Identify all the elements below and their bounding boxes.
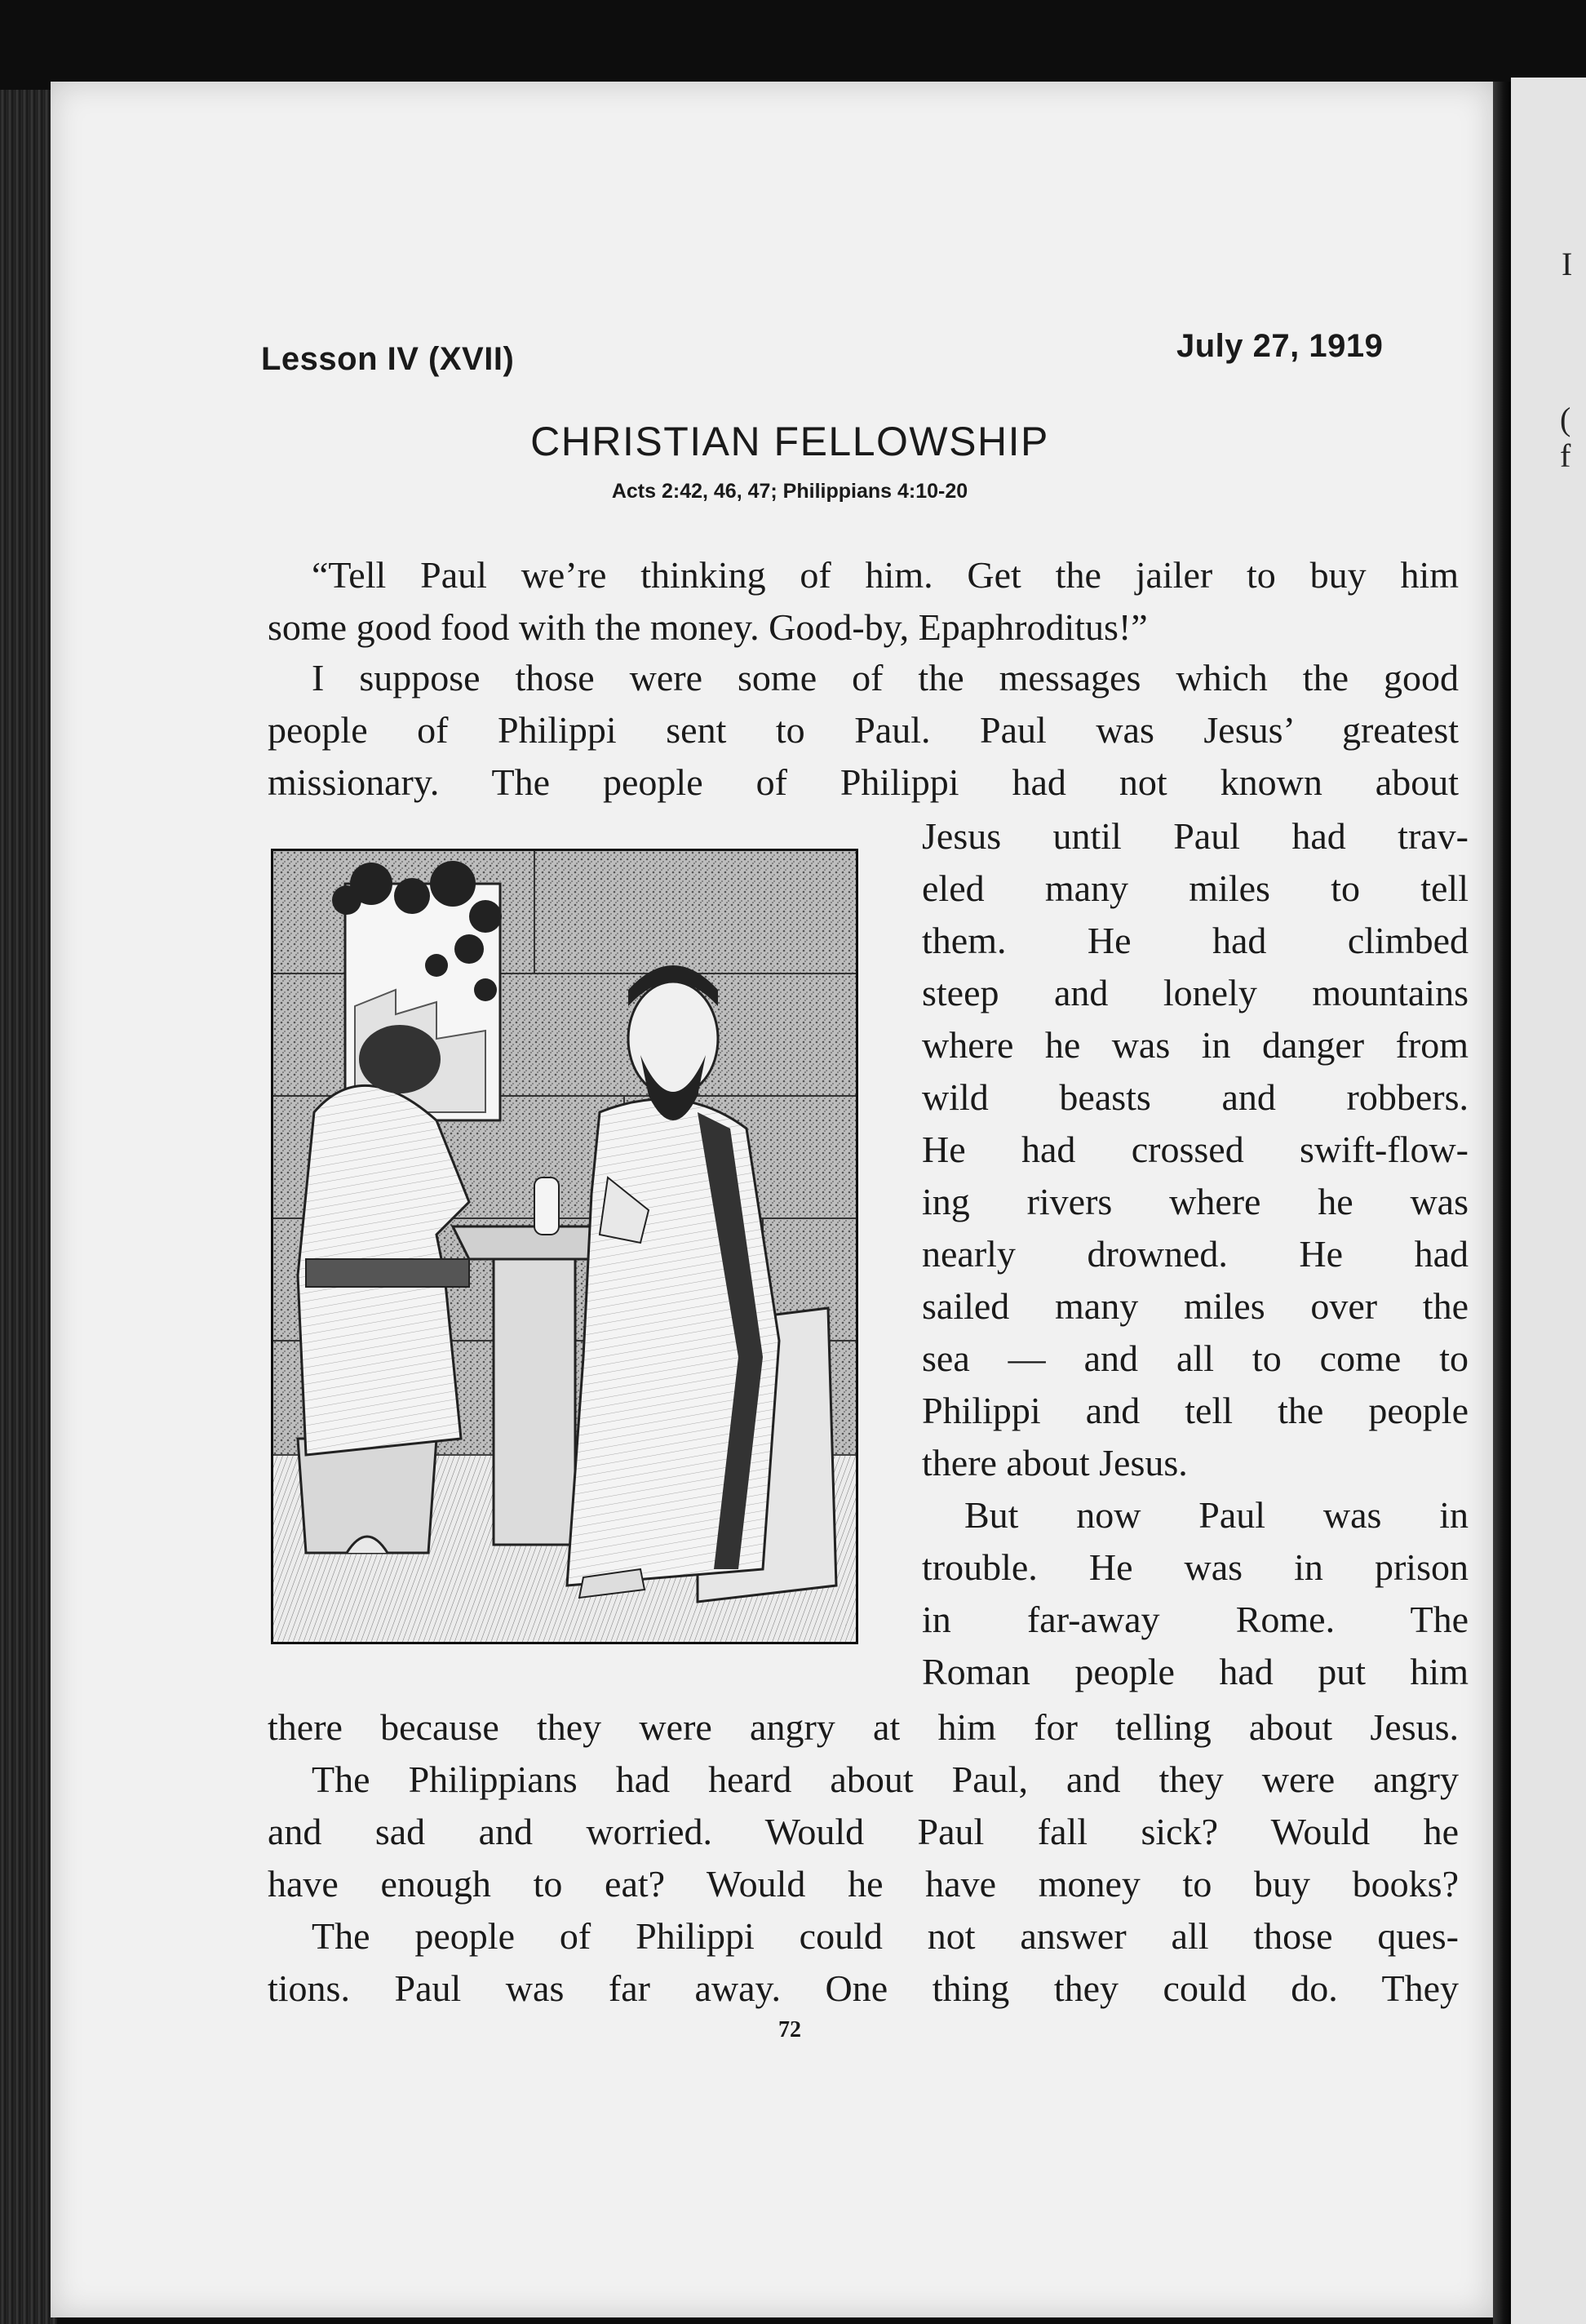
body-line: some good food with the money. Good-by, Epaphroditus!”	[268, 606, 1148, 648]
body-line: steep and lonely mountains	[922, 972, 1469, 1013]
body-line: there because they were angry at him for telling about Jesus.	[268, 1706, 1459, 1748]
adjacent-page-edge	[1511, 78, 1586, 2324]
body-line: tions. Paul was far away. One thing they could do. They	[268, 1967, 1459, 2009]
adjacent-page-fragment: f	[1560, 437, 1571, 474]
body-line: ing rivers where he was	[922, 1181, 1469, 1222]
illustration-paul-in-prison-icon	[271, 849, 858, 1644]
book-spine-gutter	[1493, 82, 1511, 2324]
body-line: and sad and worried. Would Paul fall sick? Would he	[268, 1811, 1459, 1852]
body-line: missionary. The people of Philippi had not known about	[268, 761, 1459, 803]
body-line: “Tell Paul we’re thinking of him. Get the jailer to buy him	[312, 554, 1459, 596]
lesson-label: Lesson IV (XVII)	[261, 341, 515, 377]
page-title: CHRISTIAN FELLOWSHIP	[530, 419, 1049, 464]
body-line: people of Philippi sent to Paul. Paul was Jesus’ greatest	[268, 709, 1459, 751]
body-line: wild beasts and robbers.	[922, 1076, 1469, 1118]
lesson-date: July 27, 1919	[1176, 328, 1384, 364]
body-line: But now Paul was in	[964, 1494, 1469, 1536]
body-line: them. He had climbed	[922, 920, 1469, 961]
scripture-reference: Acts 2:42, 46, 47; Philippians 4:10-20	[611, 480, 968, 503]
body-line: nearly drowned. He had	[922, 1233, 1469, 1275]
adjacent-page-fragment: I	[1562, 246, 1573, 282]
body-line: in far-away Rome. The	[922, 1599, 1469, 1640]
body-line: Roman people had put him	[922, 1651, 1469, 1692]
body-line: eled many miles to tell	[922, 867, 1469, 909]
body-line: The Philippians had heard about Paul, and they were angry	[312, 1759, 1459, 1800]
body-line: Philippi and tell the people	[922, 1390, 1469, 1431]
page-number: 72	[778, 2017, 801, 2042]
body-line: there about Jesus.	[922, 1442, 1188, 1484]
book-page	[51, 82, 1493, 2317]
body-line: sailed many miles over the	[922, 1285, 1469, 1327]
book-page-edges	[0, 90, 57, 2324]
scan-background-top	[0, 0, 1586, 90]
body-line: sea — and all to come to	[922, 1337, 1469, 1379]
body-line: where he was in danger from	[922, 1024, 1469, 1066]
body-line: He had crossed swift-flow-	[922, 1129, 1469, 1170]
body-line: have enough to eat? Would he have money to buy books?	[268, 1863, 1459, 1905]
adjacent-page-fragment: (	[1560, 401, 1571, 437]
body-line: Jesus until Paul had trav-	[922, 815, 1469, 857]
body-line: I suppose those were some of the messages which the good	[312, 657, 1459, 699]
body-line: The people of Philippi could not answer all those ques-	[312, 1915, 1459, 1957]
body-line: trouble. He was in prison	[922, 1546, 1469, 1588]
